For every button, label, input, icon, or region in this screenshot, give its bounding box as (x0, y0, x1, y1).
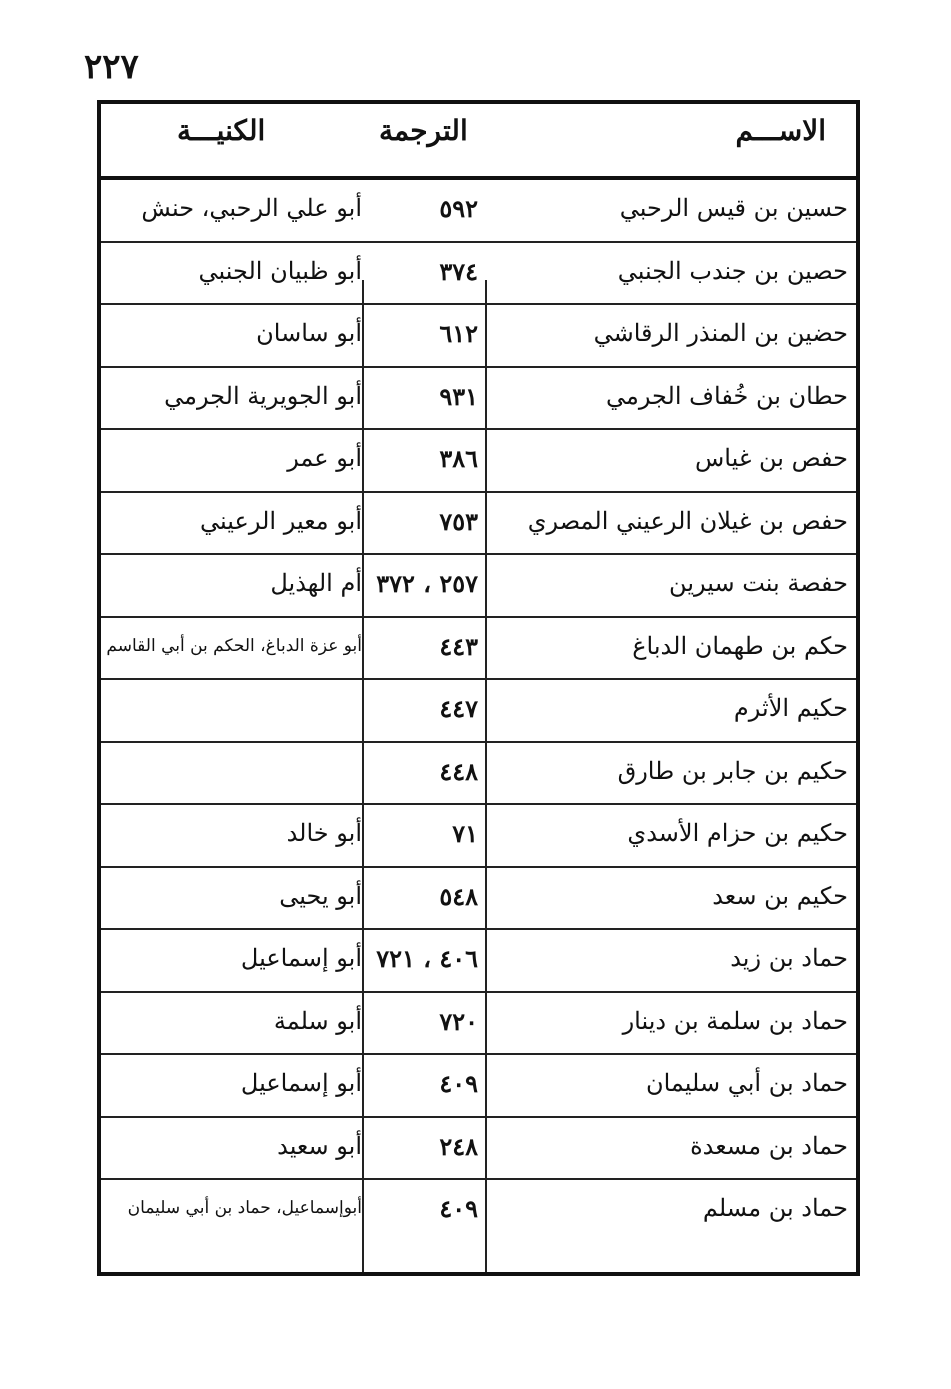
cell-kunya: أبو ساسان (256, 319, 362, 347)
cell-tarjama: ٤٤٧ (439, 694, 478, 723)
table-row (101, 805, 856, 868)
table-row (101, 1118, 856, 1181)
cell-kunya: أبو عزة الدباغ، الحكم بن أبي القاسم (106, 635, 362, 656)
cell-name: حصين بن جندب الجنبي (617, 256, 848, 285)
cell-name: حسين بن قيس الرحبي (619, 194, 848, 222)
cell-tarjama: ٥٩٢ (439, 194, 478, 223)
cell-name: حضين بن المنذر الرقاشي (593, 319, 848, 347)
cell-name: حكيم بن سعد (712, 881, 848, 910)
header-kunya: الكنيـــة (177, 114, 266, 147)
cell-kunya: أبو الجويرية الجرمي (164, 381, 362, 410)
cell-tarjama: ٦١٢ (439, 319, 478, 348)
cell-kunya: أبو خالد (286, 819, 362, 847)
table-row (101, 868, 856, 931)
header-tarjama: الترجمة (379, 114, 468, 147)
cell-tarjama: ٣٨٦ (439, 444, 478, 473)
cell-tarjama: ٧٥٣ (439, 506, 478, 536)
cell-kunya: أبوإسماعيل، حماد بن أبي سليمان (127, 1198, 362, 1218)
cell-tarjama: ٤٠٩ (439, 1069, 478, 1098)
cell-kunya: أبو عمر (287, 444, 362, 472)
table-row (101, 680, 856, 743)
table-row (101, 993, 856, 1056)
cell-tarjama: ٤٤٨ (439, 756, 478, 786)
cell-tarjama: ٢٤٨ (439, 1131, 478, 1161)
cell-name: حفص بن غياس (695, 444, 848, 472)
cell-name: حماد بن سلمة بن دينار (622, 1006, 848, 1035)
cell-kunya: أبو يحيى (279, 881, 362, 910)
names-table (97, 100, 860, 1276)
table-body (101, 180, 856, 1275)
cell-name: حماد بن زيد (730, 944, 848, 972)
table-header (101, 104, 856, 176)
cell-name: حكيم بن جابر بن طارق (617, 756, 848, 785)
page-number: ٢٢٧ (84, 47, 139, 87)
header-name: الاســـم (735, 114, 826, 147)
table-row (101, 430, 856, 493)
table-row (101, 930, 856, 993)
cell-tarjama: ٤٤٣ (439, 631, 478, 661)
cell-name: حكيم الأثرم (733, 694, 848, 722)
cell-kunya: أبو سعيد (277, 1131, 362, 1160)
cell-name: حماد بن مسعدة (690, 1131, 848, 1160)
cell-name: حطان بن خُفاف الجرمي (605, 381, 848, 410)
cell-tarjama: ٧٢٠ (439, 1006, 478, 1036)
cell-kunya: أبو علي الرحبي، حنش (141, 194, 362, 222)
cell-kunya: أبو معير الرعيني (200, 506, 362, 535)
cell-name: حفص بن غيلان الرعيني المصري (527, 506, 848, 535)
table-row (101, 1055, 856, 1118)
table-row (101, 493, 856, 556)
table-row (101, 743, 856, 806)
table-row (101, 1180, 856, 1275)
cell-tarjama: ٧١ (452, 819, 478, 848)
cell-tarjama: ٩٣١ (439, 381, 478, 411)
cell-name: حفصة بنت سيرين (669, 569, 848, 597)
table-row (101, 180, 856, 243)
cell-name: حكم بن طهمان الدباغ (632, 631, 848, 660)
cell-tarjama: ٥٤٨ (439, 881, 478, 911)
cell-tarjama: ٣٧٤ (439, 256, 478, 286)
cell-name: حماد بن مسلم (702, 1194, 848, 1222)
cell-name: حكيم بن حزام الأسدي (627, 819, 848, 847)
cell-kunya: أبو إسماعيل (240, 1069, 362, 1097)
cell-kunya: أبو إسماعيل (240, 944, 362, 972)
cell-kunya: أم الهذيل (270, 569, 362, 597)
table-row (101, 305, 856, 368)
table-row (101, 618, 856, 681)
cell-tarjama: ٢٥٧ ، ٣٧٢ (376, 569, 478, 598)
cell-name: حماد بن أبي سليمان (645, 1069, 848, 1097)
cell-kunya: أبو سلمة (273, 1006, 362, 1035)
cell-tarjama: ٤٠٦ ، ٧٢١ (376, 944, 478, 973)
cell-tarjama: ٤٠٩ (439, 1194, 478, 1223)
table-row (101, 555, 856, 618)
table-row (101, 243, 856, 306)
table-row (101, 368, 856, 431)
cell-kunya: أبو ظبيان الجنبي (198, 256, 362, 285)
